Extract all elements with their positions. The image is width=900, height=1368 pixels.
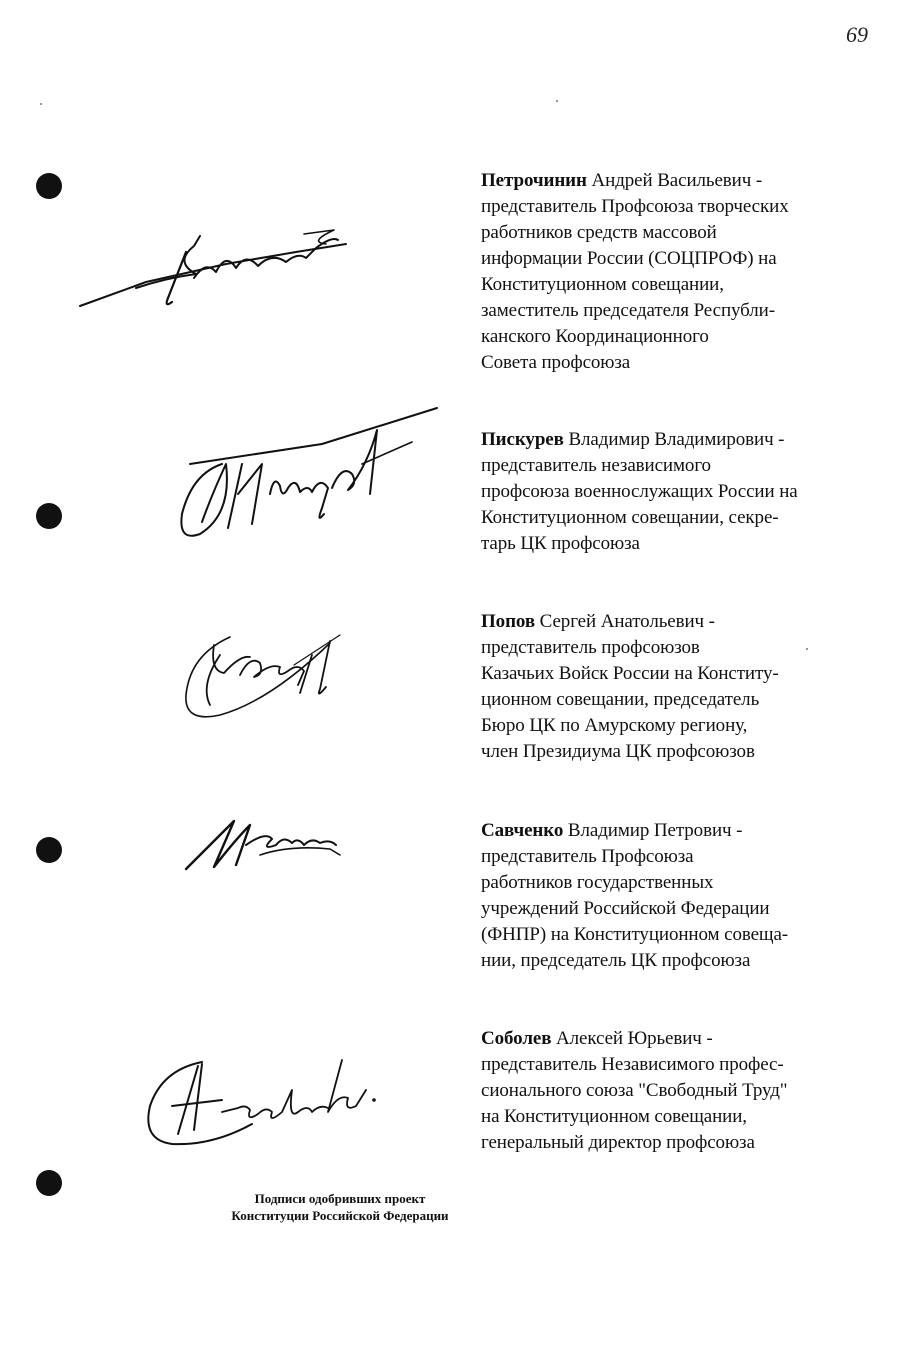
entry-line: заместитель председателя Республи- [481, 300, 775, 321]
entry-line: ционном совещании, председатель [481, 689, 760, 710]
entry-line: представитель независимого [481, 455, 711, 476]
footer-caption [190, 1190, 490, 1224]
entry-line: генеральный директор профсоюза [481, 1132, 755, 1153]
entry-line: (ФНПР) на Конституционном совеща- [481, 924, 789, 945]
signatory-entry-savchenko [481, 818, 853, 974]
entry-line: сионального союза "Свободный Труд" [481, 1080, 788, 1101]
entry-line: канского Координационного [481, 326, 709, 347]
signature-popov [180, 615, 360, 730]
signatory-name: Сергей Анатольевич - [535, 611, 715, 632]
punch-hole-icon [36, 1170, 62, 1196]
entry-line: тарь ЦК профсоюза [481, 533, 640, 554]
entry-first-line [481, 168, 853, 194]
footer-line: Конституции Российской Федерации [231, 1208, 449, 1223]
footer-line: Подписи одобривших проект [254, 1191, 426, 1206]
entry-line: Казачьих Войск России на Конститу- [481, 663, 779, 684]
signatory-surname: Пискурев [481, 429, 564, 450]
entry-line: на Конституционном совещании, [481, 1106, 747, 1127]
entry-line: Конституционном совещании, [481, 274, 724, 295]
entry-first-line [481, 1026, 853, 1052]
signatory-entry-piskurev [481, 427, 853, 557]
signatory-surname: Петрочинин [481, 170, 587, 191]
entry-line: представитель Независимого профес- [481, 1054, 784, 1075]
signatory-surname: Савченко [481, 820, 564, 841]
signatory-surname: Попов [481, 611, 536, 632]
signature-sobolev [142, 1050, 382, 1155]
entry-line: работников государственных [481, 872, 714, 893]
punch-hole-icon [36, 503, 62, 529]
signature-petrochinin [76, 222, 356, 312]
entry-line: член Президиума ЦК профсоюзов [481, 741, 755, 762]
signature-piskurev [172, 404, 442, 554]
entry-line: представитель Профсоюза [481, 846, 694, 867]
signature-savchenko [180, 815, 350, 875]
entry-line: учреждений Российской Федерации [481, 898, 770, 919]
entry-line: работников средств массовой [481, 222, 717, 243]
signatory-name: Владимир Владимирович - [563, 429, 785, 450]
entry-first-line [481, 609, 853, 635]
signatory-entry-popov [481, 609, 853, 765]
entry-line: представитель Профсоюза творческих [481, 196, 789, 217]
entry-line: Бюро ЦК по Амурскому региону, [481, 715, 748, 736]
signatory-entry-petrochinin [481, 168, 853, 376]
punch-hole-icon [36, 173, 62, 199]
entry-first-line [481, 818, 853, 844]
entry-line: представитель профсоюзов [481, 637, 700, 658]
entry-line: нии, председатель ЦК профсоюза [481, 950, 751, 971]
punch-hole-icon [36, 837, 62, 863]
signatory-entry-sobolev [481, 1026, 853, 1156]
signatory-name: Владимир Петрович - [563, 820, 743, 841]
page-number: 69 [846, 22, 868, 47]
entry-line: Конституционном совещании, секре- [481, 507, 779, 528]
signatory-name: Алексей Юрьевич - [551, 1028, 713, 1049]
entry-line: профсоюза военнослужащих России на [481, 481, 798, 502]
signatory-name: Андрей Васильевич - [586, 170, 763, 191]
entry-line: информации России (СОЦПРОФ) на [481, 248, 777, 269]
entry-line: Совета профсоюза [481, 352, 631, 373]
entry-first-line [481, 427, 853, 453]
signatory-surname: Соболев [481, 1028, 552, 1049]
